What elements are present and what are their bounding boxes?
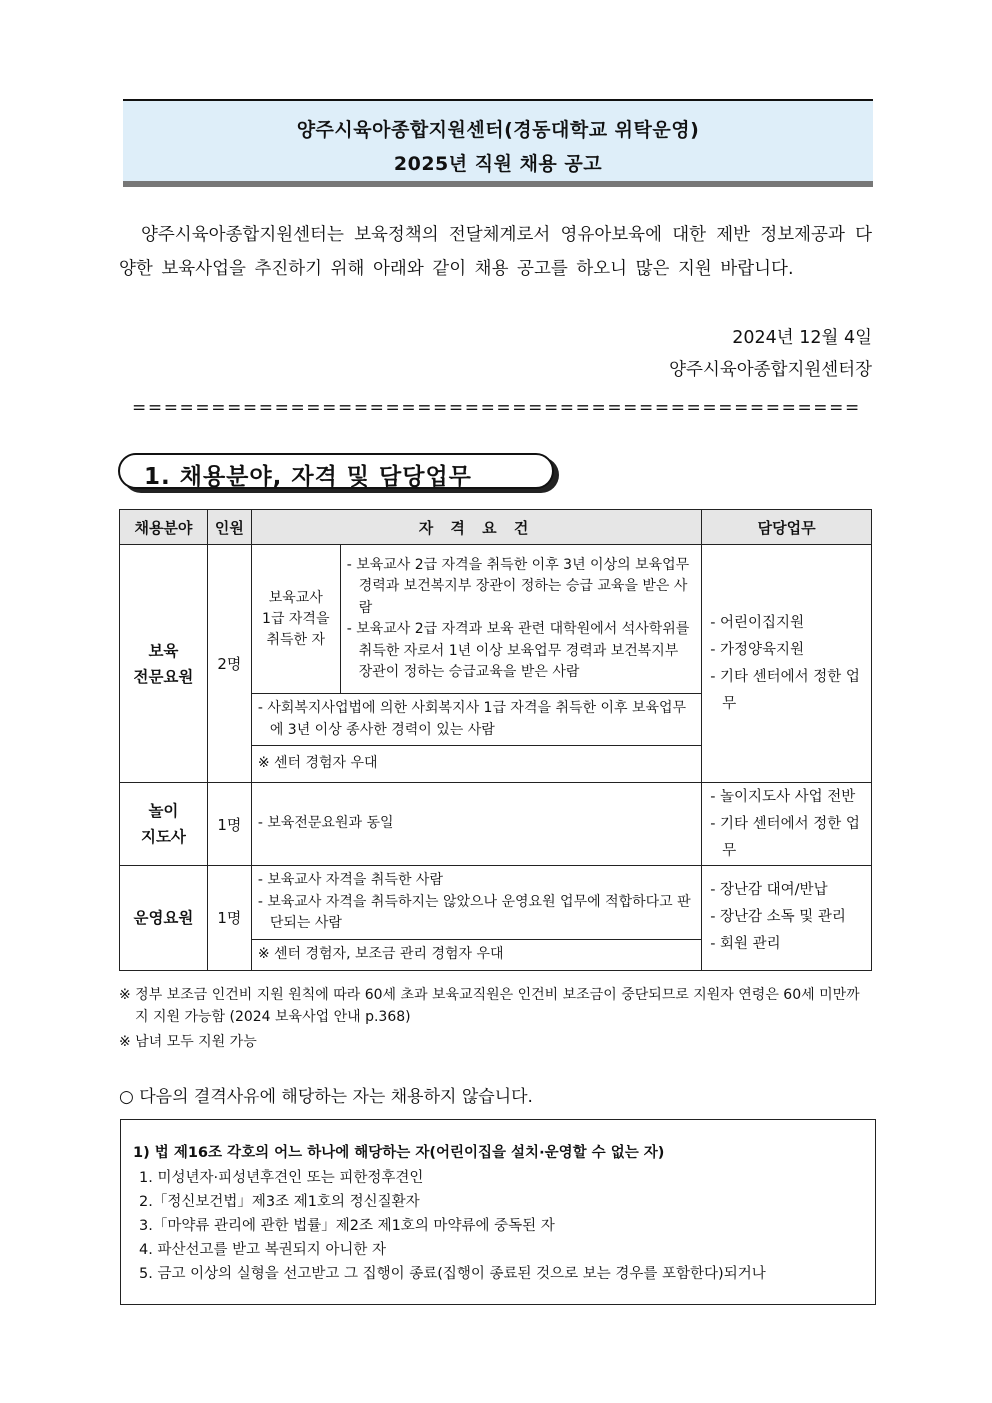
announcement-date: 2024년 12월 4일 (732, 328, 872, 348)
requirement-cell (251, 694, 701, 746)
title-banner (123, 99, 873, 187)
duties-cell (702, 866, 872, 971)
requirement-item: - 보육교사 2급 자격과 보육 관련 대학원에서 석사학위를 취득한 자로서 1년 이상 보육업무 경력과 보건복지부 장관이 정하는 승급교육을 받은 사람 (346, 621, 690, 680)
field-cell: 보육 전문요원 (120, 545, 208, 783)
disqualification-title: 1) 법 제16조 각호의 어느 하나에 해당하는 자(어린이집을 설치·운영할 수 없는 자) (133, 1145, 665, 1161)
disqualification-item: 3.「마약류 관리에 관한 법률」제2조 제1호의 마약류에 중독된 자 (139, 1218, 555, 1234)
duty-item: - 장난감 소독 및 관리 (710, 909, 846, 926)
table-row (120, 783, 872, 866)
announcement-sender: 양주시육아종합지원센터장 (669, 360, 872, 380)
title-line1: 양주시육아종합지원센터(경동대학교 위탁운영) (296, 119, 700, 141)
duty-item: - 어린이집지원 (710, 614, 805, 631)
duty-item: - 놀이지도사 사업 전반 (710, 788, 856, 805)
disqualification-item: 5. 금고 이상의 실형을 선고받고 그 집행이 종료(집행이 종료된 것으로 보는 경우를 포함한다)되거나 (139, 1266, 766, 1282)
section-header (118, 453, 554, 489)
note-age: ※ 정부 보조금 인건비 지원 원칙에 따라 60세 초과 보육교직원은 인건비 보조금이 중단되므로 지원자 연령은 60세 미만까지 지원 가능함 (2024 보육사업 안내 p.368) (119, 987, 860, 1025)
count-cell: 2명 (207, 545, 251, 783)
header-requirements: 자 격 요 건 (251, 510, 701, 545)
sub-requirements-cell (340, 545, 701, 694)
count-cell: 1명 (207, 783, 251, 866)
duty-item: - 기타 센터에서 정한 업무 (710, 815, 860, 859)
count-cell: 1명 (207, 866, 251, 971)
preference-cell: ※ 센터 경험자 우대 (251, 746, 701, 783)
table-header-row (120, 510, 872, 545)
disqualification-item: 4. 파산선고를 받고 복권되지 아니한 자 (139, 1242, 386, 1258)
requirements-table (119, 509, 872, 971)
duty-item: - 기타 센터에서 정한 업무 (710, 668, 860, 712)
field-cell: 놀이 지도사 (120, 783, 208, 866)
section-title: 1. 채용분야, 자격 및 담당업무 (144, 464, 472, 490)
duty-item: - 회원 관리 (710, 936, 781, 953)
table-row (120, 545, 872, 694)
duties-cell (702, 545, 872, 783)
disqualification-item: 2.「정신보건법」제3조 제1호의 정신질환자 (139, 1194, 420, 1210)
preference-cell: ※ 센터 경험자, 보조금 관리 경험자 우대 (251, 939, 701, 970)
requirement-cell (251, 866, 701, 940)
disqualification-box (120, 1119, 876, 1305)
note-gender: ※ 남녀 모두 지원 가능 (119, 1034, 257, 1050)
requirement-item: - 보육교사 자격을 취득하지는 않았으나 운영요원 업무에 적합하다고 판단되는 사람 (257, 893, 691, 931)
disqualification-intro: ○ 다음의 결격사유에 해당하는 자는 채용하지 않습니다. (119, 1087, 533, 1107)
sub-label-cell: 보육교사 1급 자격을 취득한 자 (251, 545, 340, 694)
title-line2: 2025년 직원 채용 공고 (393, 153, 603, 175)
duty-item: - 장난감 대여/반납 (710, 882, 828, 899)
field-cell: 운영요원 (120, 866, 208, 971)
disqualification-item: 1. 미성년자·피성년후견인 또는 피한정후견인 (139, 1170, 424, 1186)
header-duties: 담당업무 (702, 510, 872, 545)
header-field: 채용분야 (120, 510, 208, 545)
header-count: 인원 (207, 510, 251, 545)
requirement-item: - 보육교사 2급 자격을 취득한 이후 3년 이상의 보육업무 경력과 보건복지부 장관이 정하는 승급 교육을 받은 사람 (346, 556, 690, 616)
table-row (120, 866, 872, 940)
duty-item: - 가정양육지원 (710, 641, 805, 658)
duties-cell (702, 783, 872, 866)
requirement-item: - 보육교사 자격을 취득한 사람 (257, 872, 443, 888)
intro-paragraph: 양주시육아종합지원센터는 보육정책의 전달체계로서 영유아보육에 대한 제반 정보제공과 다양한 보육사업을 추진하기 위해 아래와 같이 채용 공고를 하오니 많은 지원 바랍니다. (119, 225, 872, 279)
requirement-cell: - 보육전문요원과 동일 (251, 783, 701, 866)
requirement-item: - 사회복지사업법에 의한 사회복지사 1급 자격을 취득한 이후 보육업무에 3년 이상 종사한 경력이 있는 사람 (257, 700, 687, 738)
divider-line: ============================================== (132, 398, 861, 418)
